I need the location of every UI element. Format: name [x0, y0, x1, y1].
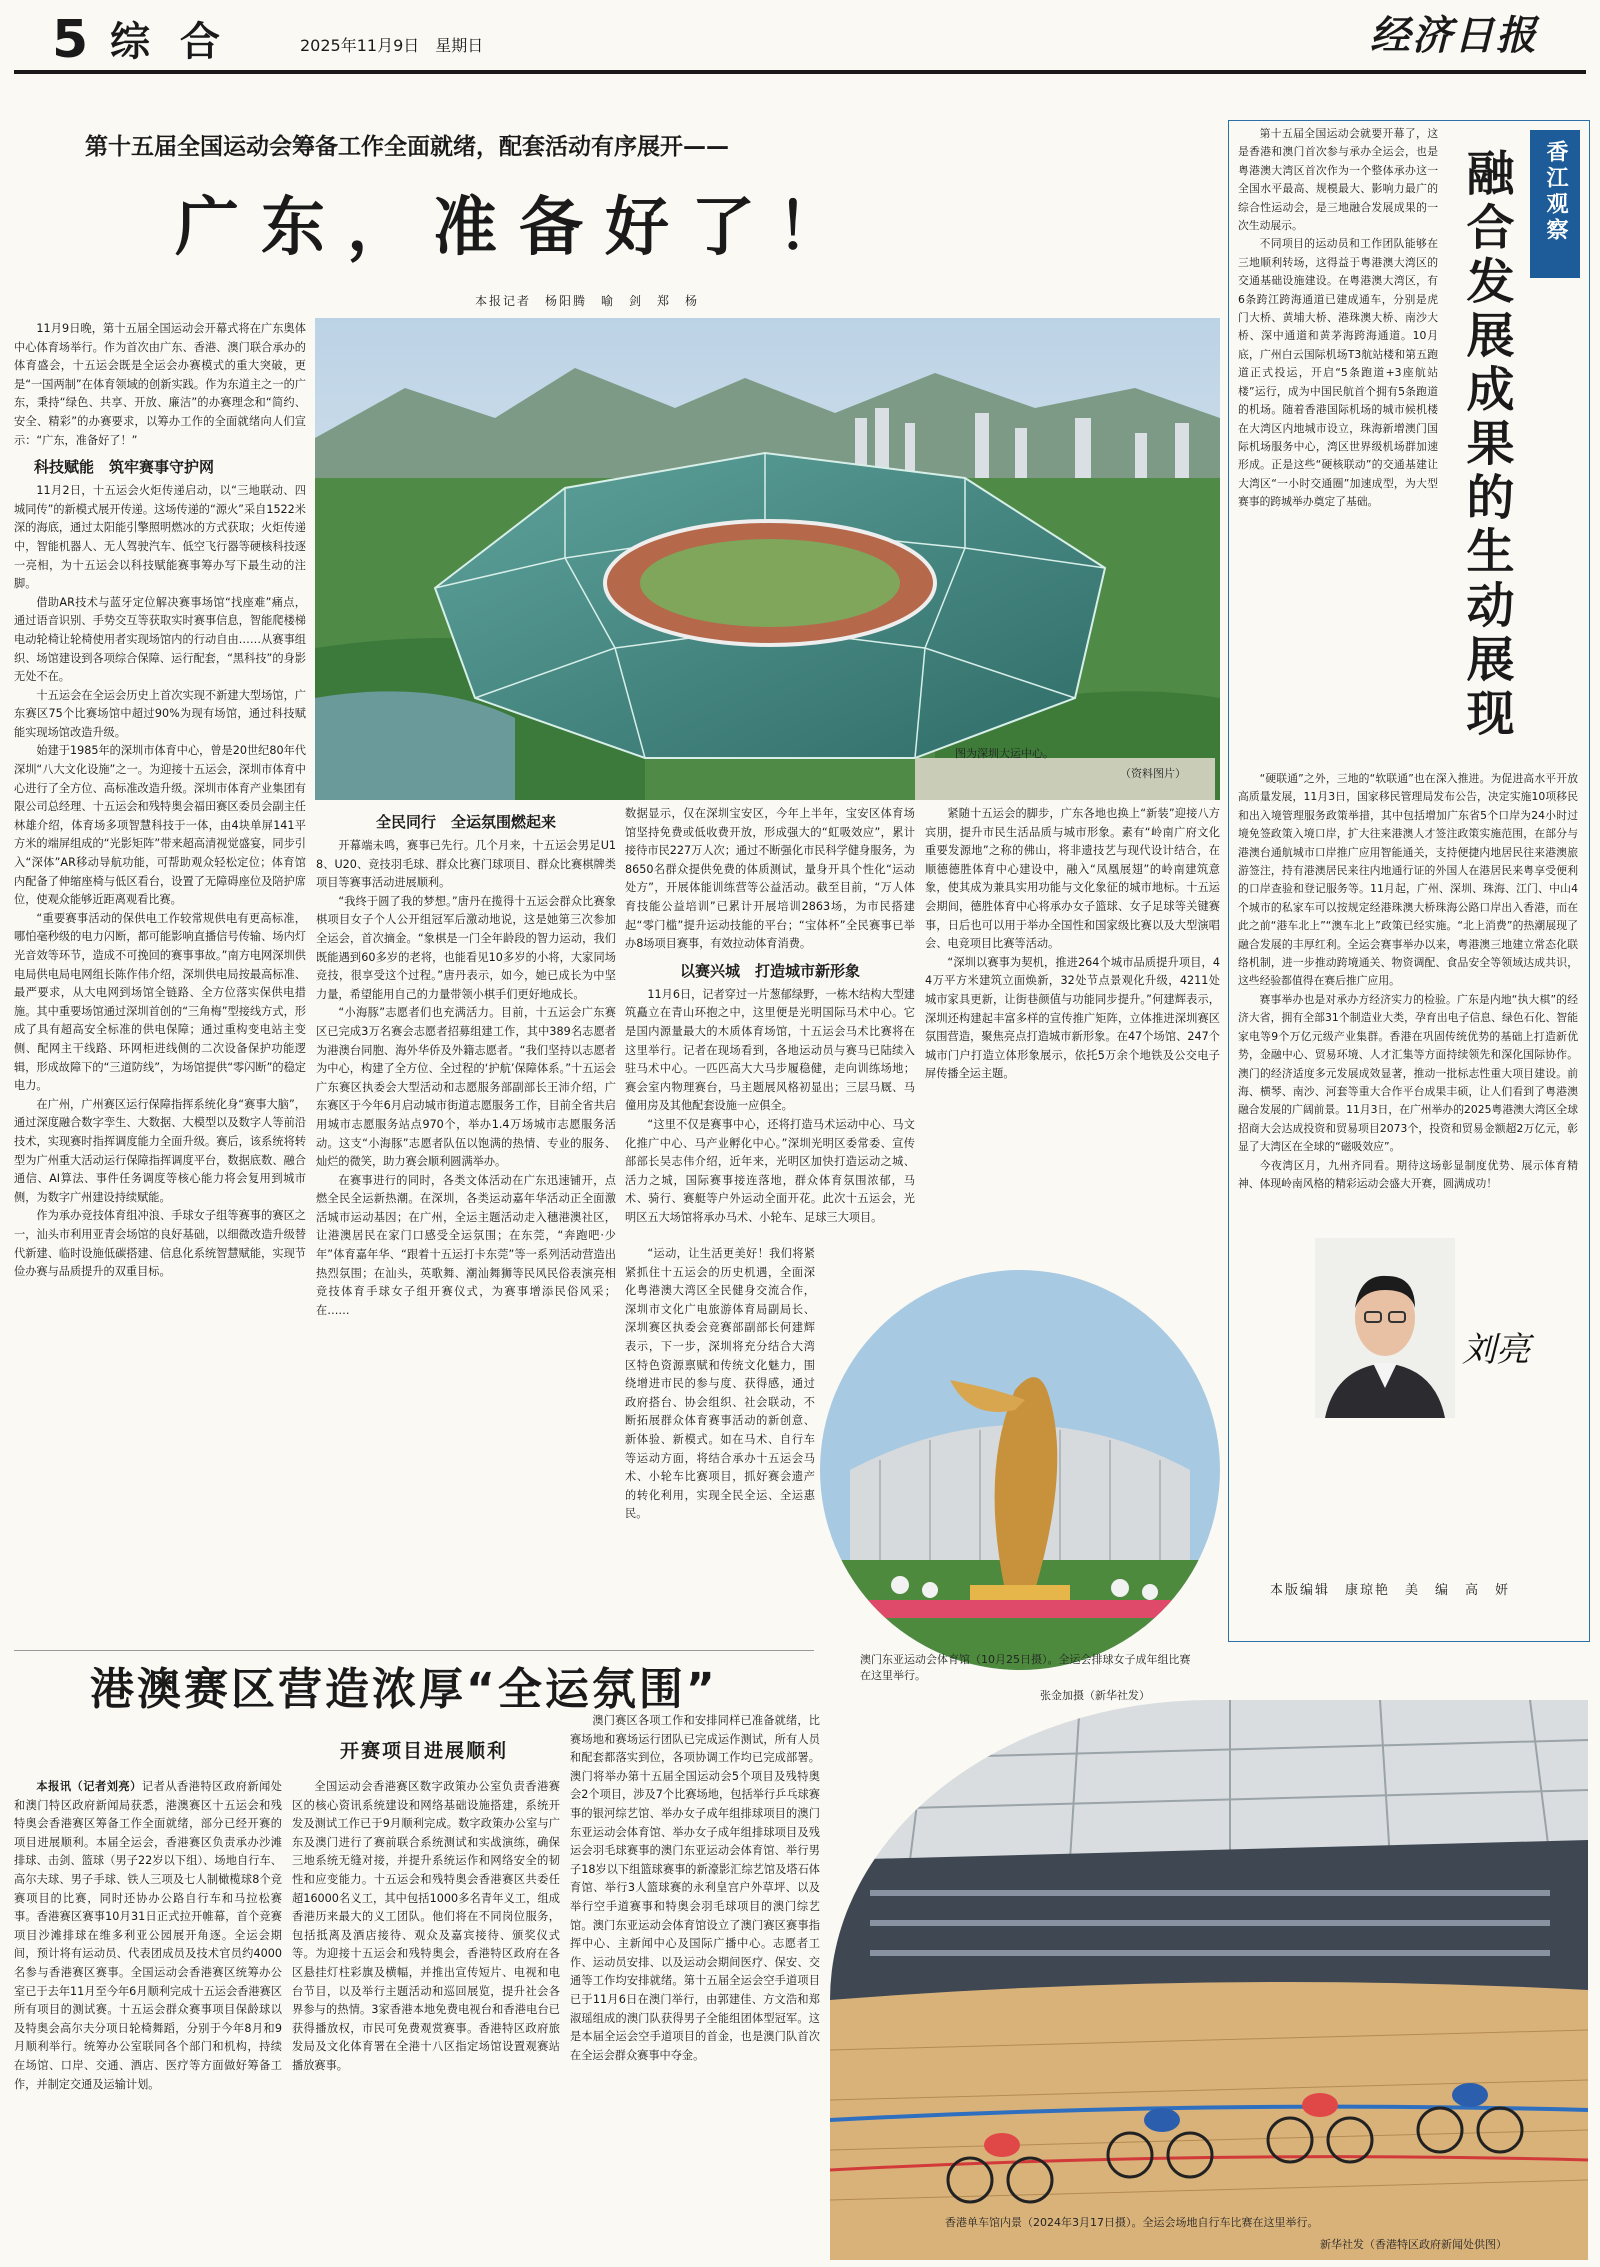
body-paragraph: 作为承办竞技体育组冲浪、手球女子组等赛事的赛区之一，汕头市利用亚青会场馆的良好基础，以细微改造升级替代新建、临时设施低碳搭建、信息化系统智慧赋能，实现节俭办赛与品质提升的双重目标。	[14, 1209, 306, 1279]
body-paragraph: 借助AR技术与蓝牙定位解决赛事场馆“找座难”痛点，通过语音识别、手势交互等获取实时赛事信息，智能爬楼梯电动轮椅让轮椅使用者实现场馆内的行动自由……从赛事组织、场馆建设到各项综合保障、运行配套，“黑科技”的身影无处不在。	[14, 595, 306, 684]
hkmo-column-3	[570, 1712, 820, 2258]
body-paragraph	[14, 1778, 282, 2094]
body-paragraph: 开幕端未鸣，赛事已先行。几个月来，十五运会男足U18、U20、竞技羽毛球、群众比赛门球项目、群众比赛棋牌类项目等赛事活动进展顺利。	[316, 839, 616, 890]
page-editors: 本版编辑 康琼艳 美 编 高 妍	[1270, 1583, 1511, 1598]
photo2-credit: 张金加摄（新华社发）	[1040, 1689, 1150, 1702]
lead-column-1	[14, 320, 306, 1645]
body-paragraph: 全国运动会香港赛区数字政策办公室负责香港赛区的核心资讯系统建设和网络基础设施搭建，系统开发及测试工作已于9月顺利完成。数字政策办公室与广东及澳门进行了赛前联合系统测试和实战演练，确保三地系统无缝对接，并提升系统运作和网络安全的韧性和应变能力。十五运会和残特奥会香港赛区共委任超16000名义工，其中包括1000多名青年义工，组成香港历来最大的义工团队。他们将在不同岗位服务，包括抵离及酒店接待、观众及嘉宾接待、颁奖仪式等。为迎接十五运会和残特奥会，香港特区政府在各区悬挂灯柱彩旗及横幅，并推出宣传短片、电视和电台节目，以及举行主题活动和巡回展览，提升社会各界参与的热情。3家香港本地免费电视台和香港电台已获得播放权，市民可免费观赏赛事。香港特区政府旅发局及文化体育署在全港十八区指定场馆设置观赛站播放赛事。	[292, 1780, 560, 2072]
body-paragraph: 数据显示，仅在深圳宝安区，今年上半年，宝安区体育场馆坚持免费或低收费开放，形成强大的“虹吸效应”，累计接待市民227万人次；通过不断强化市民科学健身服务，为8650名群众提供免费的体质测试，量身开具个性化“运动处方”，开展体能训练营等公益活动。截至目前，“万人体育技能公益培训”已累计开展培训2863场，为市民搭建起“零门槛”提升运动技能的平台；“宝体杯”全民赛事已举办8场项目赛事，有效拉动体育消费。	[625, 807, 915, 951]
body-paragraph: “这里不仅是赛事中心，还将打造马术运动中心、马文化推广中心、马产业孵化中心。”深圳光明区委常委、宣传部部长吴志伟介绍，近年来，光明区加快打造运动之城、活力之城，国际赛事接连落地，群众体育氛围浓郁，马术、骑行、赛艇等户外运动全面开花。此次十五运会，光明区五大场馆将承办马术、小轮车、足球三大项目。	[625, 1117, 915, 1224]
stadium-illustration	[315, 318, 1220, 800]
body-paragraph: 十五运会在全运会历史上首次实现不新建大型场馆，广东赛区75个比赛场馆中超过90%为现有场馆，通过科技赋能实现场馆改造升级。	[14, 688, 306, 739]
body-paragraph: 今夜湾区月，九州齐同看。期待这场彰显制度优势、展示体育精神、体现岭南风格的精彩运动会盛大开赛，圆满成功！	[1238, 1158, 1578, 1190]
section-divider	[14, 1650, 814, 1651]
body-paragraph: 11月2日，十五运会火炬传递启动，以“三地联动、四城同传”的新模式展开传递。这场传递的“源火”采自1522米深的海底，通过太阳能引擎照明燃冰的方式获取；火炬传递中，智能机器人、无人驾驶汽车、低空飞行器等硬核科技逐一亮相，为十五运会以科技赋能赛事筹办写下最生动的注脚。	[14, 484, 306, 591]
body-paragraph: “小海豚”志愿者们也充满活力。目前，十五运会广东赛区已完成3万名赛会志愿者招募组建工作，其中389名志愿者为港澳台同胞、海外华侨及外籍志愿者。“我们坚持以志愿者为中心，构建了全方位、全过程的‘护航’保障体系。”十五运会广东赛区执委会大型活动和志愿服务部副部长王沛介绍，广东赛区于今年6月启动城市街道志愿服务工作，目前全省共启用城市志愿服务站点970个，举办1.4万场城市志愿服务活动。这支“小海豚”志愿者队伍以饱满的热情、专业的服务、灿烂的微笑，助力赛会顺利圆满举办。	[316, 1006, 616, 1169]
page-number: 5	[52, 10, 89, 70]
body-paragraph: “运动，让生活更美好！我们将紧紧抓住十五运会的历史机遇，全面深化粤港澳大湾区全民健身交流合作，深圳市文化广电旅游体育局副局长、深圳赛区执委会竞赛部副部长何建辉表示，下一步，深圳将充分结合大湾区特色资源禀赋和传统文化魅力，围绕增进市民的参与度、获得感，通过政府搭台、协会组织、社会联动，不断拓展群众体育赛事活动的新创意、新体验、新模式。如在马术、自行车等运动方面，将结合承办十五运会马术、小轮车比赛项目，抓好赛会遗产的转化利用，实现全民全运、全运惠民。	[625, 1247, 815, 1521]
lead-headline: 广东，准备好了！	[175, 191, 863, 265]
macau-venue-photo	[820, 1270, 1220, 1670]
subheading: 全民同行 全运氛围燃起来	[375, 813, 556, 831]
stadium-photo	[315, 318, 1220, 800]
hkmo-byline: 本报讯（记者刘亮）	[36, 1780, 142, 1793]
hkmo-subhead: 开赛项目进展顺利	[340, 1740, 509, 1762]
masthead-rule	[14, 70, 1586, 74]
hkmo-column-2	[292, 1778, 560, 2258]
subheading: 以赛兴城 打造城市新形象	[679, 961, 860, 980]
lead-column-4	[925, 805, 1220, 1245]
hkmo-lede: 记者从香港特区政府新闻处和澳门特区政府新闻局获悉，港澳赛区十五运会和残特奥会香港赛区筹备工作全面就绪，部分已经开赛的项目进展顺利。本届全运会，香港赛区负责承办沙滩排球、击剑、篮球（男子22岁以下组）、场地自行车、高尔夫球、男子手球、铁人三项及七人制橄榄球8个竞赛项目的比赛，同时还协办公路自行车和马拉松赛事。香港赛区赛事10月31日正式拉开帷幕，首个竞赛项目沙滩排球在维多利亚公园展开角逐。全运会期间，预计将有运动员、代表团成员及技术官员约4000名参与香港赛区赛事。全国运动会香港赛区统筹办公室已于去年11月至今年6月顺利完成十五运会香港赛区所有项目的测试赛。十五运会群众赛事项目保龄球以及特奥会高尔夫分项日轮椅舞蹈，分别于今年8月和9月顺利举行。统筹办公室联同各个部门和机构，持续在场馆、口岸、交通、酒店、医疗等方面做好筹备工作，并制定交通及运输计划。	[14, 1780, 282, 2091]
photo3-caption: 香港单车馆内景（2024年3月17日摄）。全运会场地自行车比赛在这里举行。	[945, 2216, 1319, 2229]
body-paragraph: 澳门赛区各项工作和安排同样已准备就绪，比赛场地和赛场运行团队已完成运作测试，所有人员和配套都落实到位，各项协调工作均已完成部署。澳门将举办第十五届全国运动会5个项目及残特奥会2个项目，涉及7个比赛场地，包括举行乒乓球赛事的银河综艺馆、举办女子成年组排球项目的澳门东亚运动会体育馆、举办女子成年组排球项目及残运会羽毛球赛事的澳门东亚运动会体育馆、举行男子18岁以下组篮球赛事的新濠影汇综艺馆及塔石体育馆、举行3人篮球赛的永利皇宫户外草坪、以及举行空手道赛事和特奥会羽毛球项目的澳门综艺馆。澳门东亚运动会体育馆设立了澳门赛区赛事指挥中心、主新闻中心及国际广播中心。志愿者工作、运动员安排、以及运动会期间医疗、保安、交通等工作均安排就绪。第十五届全运会空手道项目已于11月6日在澳门举行，由郭建佳、方文浩和郑淑瑶组成的澳门队获得男子全能组团体型冠军。这是本届全运会空手道项目的首金，也是澳门队首次在全运会群众赛事中夺金。	[570, 1714, 820, 2062]
author-portrait	[1315, 1238, 1455, 1418]
velodrome-illustration	[830, 1700, 1588, 2260]
body-paragraph: 11月6日，记者穿过一片葱郁绿野，一栋木结构大型建筑矗立在青山环抱之中，这里便是光明国际马术中心。它是国内源量最大的木质体育场馆，十五运会马术比赛将在这里举行。记者在现场看到，各地运动员与赛马已陆续入驻马术中心。一匹匹高大大马步履稳健，走向训练场地；赛会室内物理赛台，马主题展风格初显出；三层马厩、马僮用房及其他配套设施一应俱全。	[625, 987, 915, 1113]
subheading: 科技赋能 筑牢赛事守护网	[34, 458, 215, 477]
hkmo-column-1	[14, 1778, 282, 2258]
commentary-wide-column	[1238, 770, 1578, 1220]
column-tag-text: 香江观察	[1543, 140, 1568, 244]
body-paragraph: 赛事举办也是对承办方经济实力的检验。广东是内地“执大棋”的经济大省，拥有全部31个制造业大类，孕育出电子信息、绿色石化、智能家电等9个万亿元级产业集群。香港在巩固传统优势的基础上打造新优势，金融中心、贸易环境、人才汇集等方面持续领先和深化国际协作。澳门的经济适度多元发展成效显著，推动一批标志性重大项目建设。前海、横琴、南沙、河套等重大合作平台成果丰硕，让人们看到了粤港澳融合发展的广阔前景。11月3日，在广州举办的2025粤港澳大湾区全球招商大会达成投资和贸易项目2073个，投资和贸易金额超2万亿元，彰显了大湾区在全球的“磁吸效应”。	[1238, 992, 1578, 1154]
body-paragraph: 始建于1985年的深圳市体育中心，曾是20世纪80年代深圳“八大文化设施”之一。为迎接十五运会，深圳市体育中心进行了全方位、高标准改造升级。深圳市体育产业集团有限公司总经理、十五运会和残特奥会福田赛区委员会副主任林雄介绍，体育场多项智慧科技于一体，由4块单屏141平方米的端屏组成的“光影矩阵”带来超高清视觉盛宴，同步引入“深体”AR移动导航功能，可帮助观众轻松定位；体育馆内配备了伸缩座椅与低区看台，设置了无障碍座位及陪护席位，使观众能够近距离观看比赛。	[14, 744, 306, 907]
paper-name-logo: 经济日报	[1370, 12, 1538, 59]
column-tag	[1530, 130, 1580, 278]
velodrome-photo	[830, 1700, 1588, 2260]
photo3-credit: 新华社发（香港特区政府新闻处供图）	[1320, 2238, 1507, 2251]
body-paragraph: “重要赛事活动的保供电工作较常规供电有更高标准，哪怕毫秒级的电力闪断，都可能影响直播信号传输、场内灯光音效等环节，造成不可挽回的赛事事故。”南方电网深圳供电局供电局电网组长陈作伟介绍，深圳供电局按最高标准、最严要求，从大电网到场馆全链路、全方位落实保供电措施。其中重要场馆通过深圳首创的“三角梅”型接线方式，形成了具有超高安全标准的供电保障；通过重构变电站主变侧、配网主干线路、环网柜进线侧的二次设备保护功能逻辑，形成故障下的“三道防线”，为场馆提供“零闪断”的稳定电力。	[14, 911, 306, 1093]
commentary-title: 融合发展成果的生动展现	[1458, 148, 1514, 742]
issue-date: 2025年11月9日 星期日	[300, 36, 484, 55]
body-paragraph: “深圳以赛事为契机，推进264个城市品质提升项目，44万平方米建筑立面焕新，32处节点景观化升级，4211处城市家具更新，让街巷颜值与功能同步提升。”何建辉表示，深圳还构建起丰富多样的宣传推广矩阵，立体推进深圳赛区氛围营造，聚焦亮点打造城市新形象。在47个场馆、247个城市门户打造立体形象展示，依托5万余个地铁及公交电子屏传播全运主题。	[925, 955, 1220, 1081]
lead-byline: 本报记者 杨阳腾 喻 剑 郑 杨	[475, 294, 700, 308]
section-name: 综 合	[110, 19, 228, 65]
lead-kicker: 第十五届全国运动会筹备工作全面就绪，配套活动有序展开——	[85, 134, 729, 160]
body-paragraph: 在广州，广州赛区运行保障指挥系统化身“赛事大脑”，通过深度融合数字孪生、大数据、大模型以及数字人等前沿技术，实现赛时指挥调度能力全面升级。赛后，该系统将转型为广州重大活动运行保障指挥调度平台，数据底数、融合通信、AI算法、事件任务调度等核心能力将会复用到城市侧，为数字广州建设持续赋能。	[14, 1097, 306, 1204]
photo2-caption: 澳门东亚运动会体育馆（10月25日摄）。全运会排球女子成年组比赛在这里举行。	[860, 1653, 1191, 1682]
body-paragraph: 11月9日晚，第十五届全国运动会开幕式将在广东奥体中心体育场举行。作为首次由广东、香港、澳门联合承办的体育盛会，十五运会既是全运会办赛模式的重大突破，更是“一国两制”在体育领域的创新实践。作为东道主之一的广东，秉持“绿色、共享、开放、廉洁”的办赛理念和“简约、安全、精彩”的办赛要求，以筹办工作的全面就绪向人们宣示：“广东，准备好了！”	[14, 322, 306, 447]
body-paragraph: 在赛事进行的同时，各类文体活动在广东迅速铺开，点燃全民全运新热潮。在深圳，各类运动嘉年华活动正全面激活城市运动基因；在广州，全运主题活动走入穗港澳社区，让港澳居民在家门口感受全运氛围；在东莞，“奔跑吧·少年”体育嘉年华、“跟着十五运打卡东莞”等一系列活动营造出热烈氛围；在汕头，英歌舞、潮汕舞狮等民风民俗表演亮相竞技体育手球女子组开赛仪式，为赛事增添民俗风采；在……	[316, 1173, 616, 1317]
lead-column-3	[625, 805, 915, 1245]
author-signature: 刘亮	[1462, 1330, 1530, 1370]
body-paragraph: 第十五届全国运动会就要开幕了，这是香港和澳门首次参与承办全运会，也是粤港澳大湾区首次作为一个整体承办这一全国水平最高、规模最大、影响力最广的综合性运动会，是三地融合发展成果的一次生动展示。	[1238, 127, 1438, 233]
photo1-caption: 图为深圳大运中心。	[955, 747, 1054, 760]
body-paragraph: “硬联通”之外，三地的“软联通”也在深入推进。为促进高水平开放高质量发展，11月3日，国家移民管理局发布公告，决定实施10项移民和出入境管理服务政策举措，其中包括增加广东省5个口岸为24小时过境免签政策入境口岸，扩大往来港澳人才签注政策实施范围，在部分与港澳台通航城市口岸推广应用智能通关，支持便捷内地居民往来港澳旅游签注，持有港澳居民来往内地通行证的外国人在港居民来粤享受便利的口岸查验和登记服务等。11月起，广州、深圳、珠海、江门、中山4个城市的私家车可以按规定经港珠澳大桥珠海公路口岸出入香港，而在此之前“港车北上”“澳车北上”政策已经实施。“北上消费”的热潮展现了融合发展的丰厚红利。全运会赛事举办以来，粤港澳三地建立常态化联络机制，进一步推动跨境通关、物资调配、食品安全等领域达成共识，这些经验都值得在赛后推广应用。	[1238, 772, 1578, 988]
sculpture-illustration	[820, 1270, 1220, 1670]
portrait-illustration	[1315, 1238, 1455, 1418]
body-paragraph: “我终于圆了我的梦想。”唐丹在揽得十五运会群众比赛象棋项目女子个人公开组冠军后激动地说，这是她第三次参加全运会，首次摘金。“象棋是一门全年龄段的智力运动，我们既能遇到60多岁的老将，也能看见10多岁的小将，大家同场竞技，很享受这个过程。”唐丹表示，如今，她已成长为中坚力量，希望能用自己的力量带领小棋手们更好地成长。	[316, 894, 616, 1001]
lead-column-2	[316, 805, 616, 1640]
masthead	[0, 0, 1600, 80]
body-paragraph: 紧随十五运会的脚步，广东各地也换上“新装”迎接八方宾朋，提升市民生活品质与城市形象。素有“岭南广府文化重要发源地”之称的佛山，将非遗技艺与现代设计结合，在顺德德胜体育中心建设中，融入“凤凰展翅”的岭南建筑意象，使其成为兼具实用功能与文化象征的城市地标。十五运会期间，德胜体育中心将承办女子篮球、女子足球等关键赛事，日后也可以用于举办全国性和国家级比赛以及大型演唱会、电竞项目比赛等活动。	[925, 807, 1220, 951]
photo1-credit: （资料图片）	[1120, 767, 1186, 780]
commentary-top-column	[1238, 125, 1438, 765]
hkmo-headline: 港澳赛区营造浓厚“全运氛围”	[90, 1664, 718, 1715]
body-paragraph: 不同项目的运动员和工作团队能够在三地顺利转场，这得益于粤港澳大湾区的交通基础设施建设。在粤港澳大湾区，有6条跨江跨海通道已建成通车，分别是虎门大桥、黄埔大桥、港珠澳大桥、南沙大桥、深中通道和黄茅海跨海通道。10月底，广州白云国际机场T3航站楼和第五跑道正式投运，开启“5条跑道+3座航站楼”运行，成为中国民航首个拥有5条跑道的机场。随着香港国际机场的城市候机楼在大湾区内地城市设立，珠海新增澳门国际机场服务中心，湾区世界级机场群加速形成。正是这些“硬核联动”的交通基建让大湾区“一小时交通圈”加速成型，为大型赛事的跨城举办奠定了基础。	[1238, 237, 1438, 509]
lead-column-3-lower	[625, 1245, 815, 1640]
